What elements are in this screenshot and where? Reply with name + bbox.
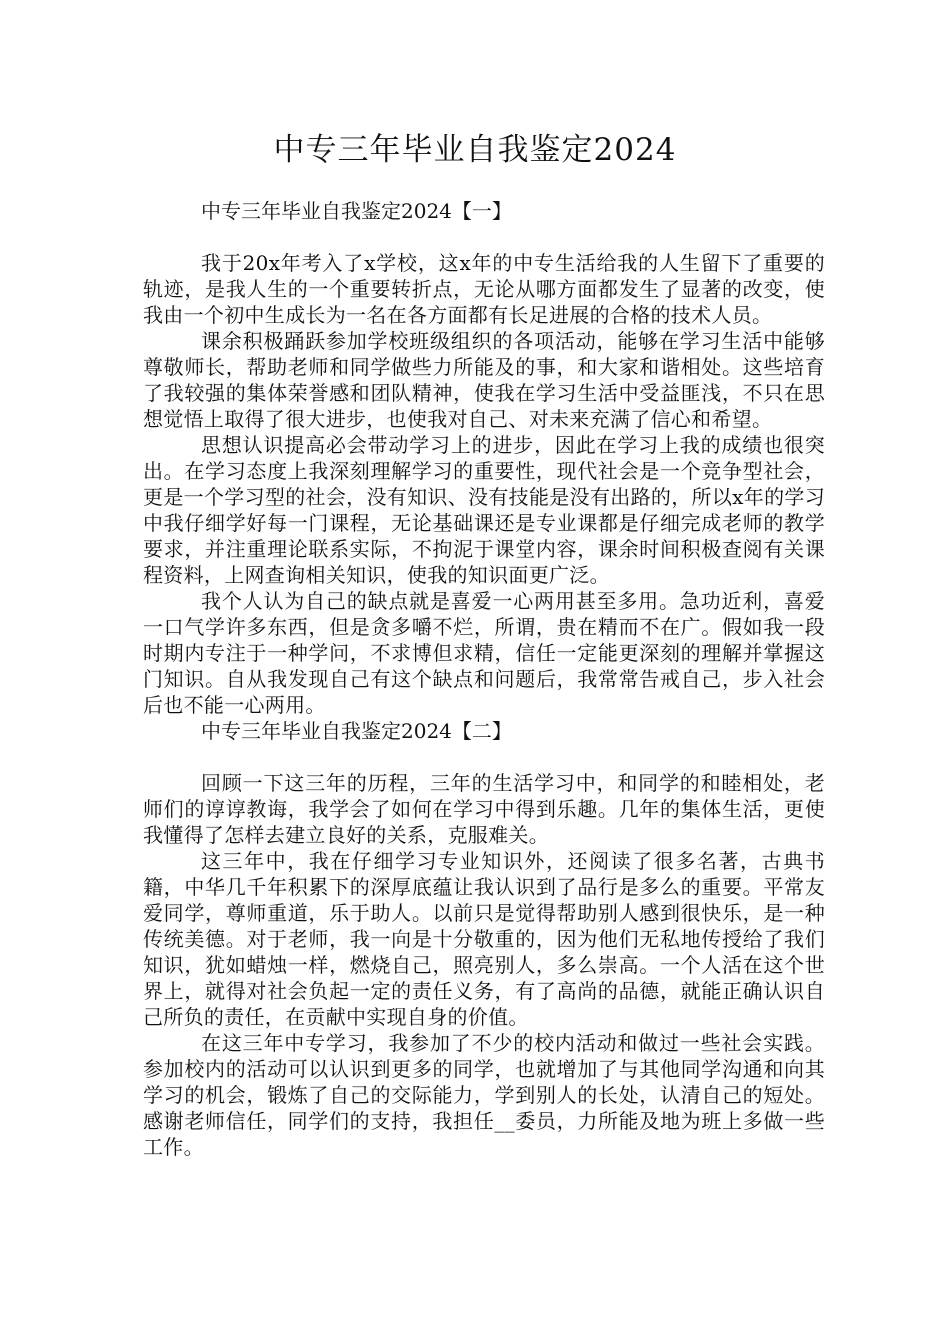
document-body [143, 198, 825, 1160]
section-heading-2: 中专三年毕业自我鉴定2024【二】 [201, 719, 512, 743]
paragraph: 回顾一下这三年的历程，三年的生活学习中，和同学的和睦相处，老师们的谆谆教诲，我学会了如何在学习中得到乐趣。几年的集体生活，更使我懂得了怎样去建立良好的关系，克服难关。 [143, 771, 825, 847]
section-heading-1: 中专三年毕业自我鉴定2024【一】 [201, 199, 512, 223]
paragraph: 我个人认为自己的缺点就是喜爱一心两用甚至多用。急功近利，喜爱一口气学许多东西，但是贪多嚼不烂，所谓，贵在精而不在广。假如我一段时期内专注于一种学问，不求博但求精，信任一定能更深刻的理解并掌握这门知识。自从我发现自己有这个缺点和问题后，我常常告戒自己，步入社会后也不能一心两用。 [143, 589, 825, 717]
paragraph: 课余积极踊跃参加学校班级组织的各项活动，能够在学习生活中能够尊敬师长，帮助老师和同学做些力所能及的事，和大家和谐相处。这些培育了我较强的集体荣誉感和团队精神，使我在学习生活中受益匪浅，不只在思想觉悟上取得了很大进步，也使我对自己、对未来充满了信心和希望。 [143, 329, 825, 431]
paragraph: 我于20x年考入了x学校，这x年的中专生活给我的人生留下了重要的轨迹，是我人生的一个重要转折点，无论从哪方面都发生了显著的改变，使我由一个初中生成长为一名在各方面都有长足进展的合格的技术人员。 [143, 251, 825, 327]
paragraph: 在这三年中专学习，我参加了不少的校内活动和做过一些社会实践。参加校内的活动可以认识到更多的同学，也就增加了与其他同学沟通和向其学习的机会，锻炼了自己的交际能力，学到别人的长处，认清自己的短处。感谢老师信任，同学们的支持，我担任__委员，力所能及地为班上多做一些工作。 [143, 1031, 825, 1159]
paragraph: 思想认识提高必会带动学习上的进步，因此在学习上我的成绩也很突出。在学习态度上我深刻理解学习的重要性，现代社会是一个竞争型社会，更是一个学习型的社会，没有知识、没有技能是没有出路的，所以x年的学习中我仔细学好每一门课程，无论基础课还是专业课都是仔细完成老师的教学要求，并注重理论联系实际，不拘泥于课堂内容，课余时间积极查阅有关课程资料，上网查询相关知识，使我的知识面更广泛。 [143, 433, 825, 587]
paragraph: 这三年中，我在仔细学习专业知识外，还阅读了很多名著，古典书籍，中华几千年积累下的深厚底蕴让我认识到了品行是多么的重要。平常友爱同学，尊师重道，乐于助人。以前只是觉得帮助别人感到很快乐，是一种传统美德。对于老师，我一向是十分敬重的，因为他们无私地传授给了我们知识，犹如蜡烛一样，燃烧自己，照亮别人，多么崇高。一个人活在这个世界上，就得对社会负起一定的责任义务，有了高尚的品德，就能正确认识自己所负的责任，在贡献中实现自身的价值。 [143, 849, 825, 1029]
document-title: 中专三年毕业自我鉴定2024 [273, 132, 677, 168]
